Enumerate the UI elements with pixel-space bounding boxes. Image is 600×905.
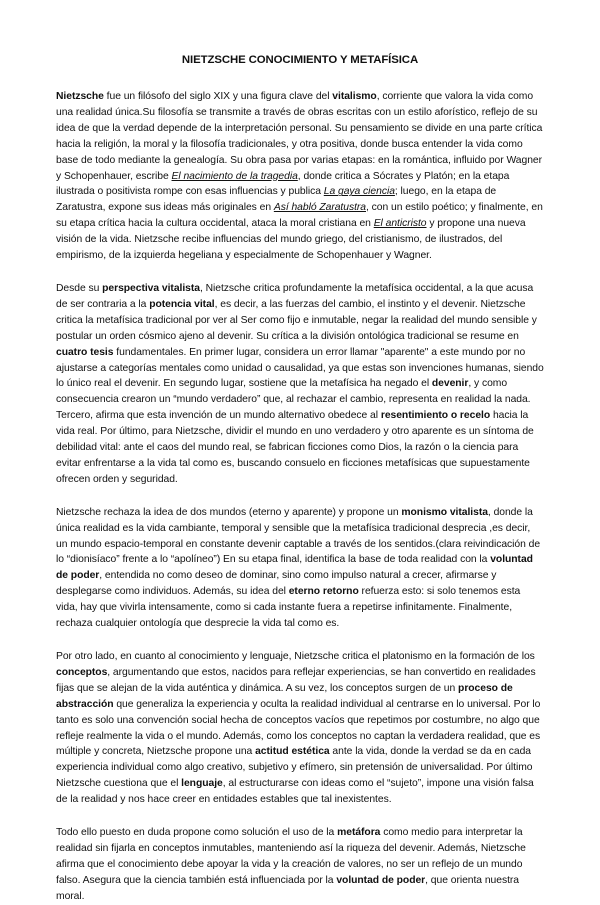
bold-term: Nietzsche	[56, 91, 104, 102]
text-run: , corriente que valora la vida como una realidad única.Su filosofía se transmite a través de obras escritas con un estilo aforístico, reflejo de su idea de que la verdad depende de la interpretación personal. Su pensamiento se divide en una parte crítica hacia la religión, la moral y la filosofía tradicionales, y otra positiva, donde busca entender la vida como base de todo mediante la genealogía. Su obra pasa por varias etapas: en la romántica, influido por Wagner y Schopenhauer, escribe	[56, 91, 543, 182]
text-run: , donde critica a Sócrates y Platón; en la etapa ilustrada o positivista rompe con esas influencias y publica	[56, 170, 510, 198]
book-title: El anticristo	[373, 218, 427, 230]
text-run: ; luego, en la etapa de Zaratustra, expone sus ideas más originales en	[56, 186, 497, 214]
paragraph-3	[56, 505, 544, 632]
text-run: fue un filósofo del siglo XIX y una figura clave del	[103, 91, 333, 102]
document-title: NIETZSCHE CONOCIMIENTO Y METAFÍSICA	[181, 54, 419, 66]
paragraph-5	[56, 825, 544, 905]
text-run: que generaliza la experiencia y oculta la realidad individual al centrarse en lo universal. Por lo tanto es solo una convención social hecha de conceptos vacíos que repetimos por costumbre, no algo que refleje realmente la vida o el mundo. Además, como los conceptos no captan la verdadera realidad, que es múltiple y concreta, Nietzsche propone una	[56, 698, 541, 758]
text-run: , con un estilo poético; y finalmente, en su etapa crítica hacia la cultura occidental, ataca la moral cristiana en	[56, 202, 543, 230]
text-run: ante la vida, donde la verdad se da en cada experiencia individual como algo creativo, subjetivo y efímero, sin pretensión de universalidad. Por último Nietzsche cuestiona que el	[56, 746, 533, 790]
text-run: , Nietzsche critica profundamente la metafísica occidental, a la que acusa de ser contraria a la	[56, 282, 534, 310]
text-run: , argumentando que estos, nacidos para reflejar experiencias, se han convertido en realidades fijas que se alejan de la vida auténtica y dinámica. A su vez, los conceptos surgen de un	[56, 666, 536, 694]
book-title: La gaya ciencia	[323, 186, 395, 198]
bold-term: voluntad de poder	[56, 554, 533, 582]
text-run: , es decir, a las fuerzas del cambio, el instinto y el devenir. Nietzsche critica la metafísica tradicional por ver al Ser como fijo e inmutable, negar la realidad del mundo sensible y postular un orden cósmico ajeno al devenir. Su crítica a la división ontológica tradicional se resume en	[56, 298, 537, 342]
bold-term: eterno retorno	[288, 586, 359, 598]
bold-term: lenguaje	[181, 778, 223, 790]
text-run: y propone una nueva visión de la vida. Nietzsche recibe influencias del mundo griego, del cristianismo, de ilustrados, del empirismo, de la izquierda hegeliana y especialmente de Schopenhauer y Wagner.	[56, 218, 526, 262]
text-run: Nietzsche rechaza la idea de dos mundos (eterno y aparente) y propone un	[56, 506, 402, 518]
book-title: El nacimiento de la tragedia	[171, 170, 298, 182]
bold-term: conceptos	[56, 666, 108, 678]
text-run: Todo ello puesto en duda propone como solución el uso de la	[56, 827, 338, 839]
bold-term: perspectiva vitalista	[102, 282, 200, 294]
bold-term: voluntad de poder	[336, 874, 426, 886]
bold-term: cuatro tesis	[56, 346, 114, 358]
text-run: hacia la vida real. Por último, para Nietzsche, dividir el mundo en uno verdadero y otro aparente es un síntoma de debilidad vital: ante el caos del mundo real, se fabrican ficciones como Dios, la razón o la ciencia para evitar enfrentarse a la vida tal como es, buscando consuelo en ficciones metafísicas que supuestamente ofrecen orden y seguridad.	[56, 410, 534, 485]
text-run: , donde la única realidad es la vida cambiante, temporal y sensible que la metafísica tradicional desprecia ,es decir, un mundo espacio-temporal en constante devenir captable a través de los sentidos.(clara reivindicación de lo “dionisíaco” frente a lo “apolíneo”) En su etapa final, identifica la base de toda realidad con la	[56, 506, 541, 566]
book-title: Así habló Zaratustra	[273, 202, 366, 214]
bold-term: proceso de abstracción	[56, 682, 513, 710]
text-run: Desde su	[56, 282, 103, 294]
text-run: , y como consecuencia crearon un “mundo verdadero” que, al rechazar el cambio, representa en realidad la nada. Tercero, afirma que esta invención de un mundo alternativo obedece al	[56, 378, 531, 422]
bold-term: devenir	[431, 378, 469, 390]
bold-term: monismo vitalista	[401, 506, 488, 518]
text-run: fundamentales. En primer lugar, considera un error llamar "aparente" a este mundo por no ajustarse a categorías mentales como unidad o causalidad, ya que estas son invenciones humanas, siendo lo único real el devenir. En segundo lugar, sostiene que la metafísica ha negado el	[56, 346, 544, 390]
bold-term: vitalismo	[332, 91, 377, 102]
paragraph-4	[56, 649, 544, 808]
document-body	[56, 89, 544, 905]
text-run: , entendida no como deseo de dominar, sino como impulso natural a crecer, afirmarse y desplegarse como individuos. Además, su idea del	[56, 570, 497, 598]
text-run: , que orienta nuestra moral.	[56, 874, 519, 902]
text-run: , al estructurarse con ideas como el “sujeto”, impone una visión falsa de la realidad y nos hace creer en entidades estables que tal inexistentes.	[56, 778, 534, 806]
bold-term: potencia vital	[149, 298, 215, 310]
text-run: refuerza esto: si solo tenemos esta vida, hay que vivirla intensamente, como si cada instante fuera a repetirse infinitamente. Finalmente, rechaza cualquier ontología que desprecie la vida tal como es.	[56, 586, 521, 630]
paragraph-2	[56, 281, 544, 488]
bold-term: resentimiento o recelo	[380, 410, 491, 422]
bold-term: metáfora	[337, 827, 381, 839]
text-run: Por otro lado, en cuanto al conocimiento y lenguaje, Nietzsche critica el platonismo en la formación de los	[56, 651, 535, 662]
text-run: como medio para interpretar la realidad sin fijarla en conceptos inmutables, manteniendo así la riqueza del devenir. Además, Nietzsche afirma que el conocimiento debe apoyar la vida y la creación de valores, no ser un reflejo de un mundo falso. Asegura que la ciencia también está influenciada por la	[56, 827, 526, 886]
bold-term: actitud estética	[255, 746, 330, 758]
paragraph-1	[56, 89, 544, 264]
